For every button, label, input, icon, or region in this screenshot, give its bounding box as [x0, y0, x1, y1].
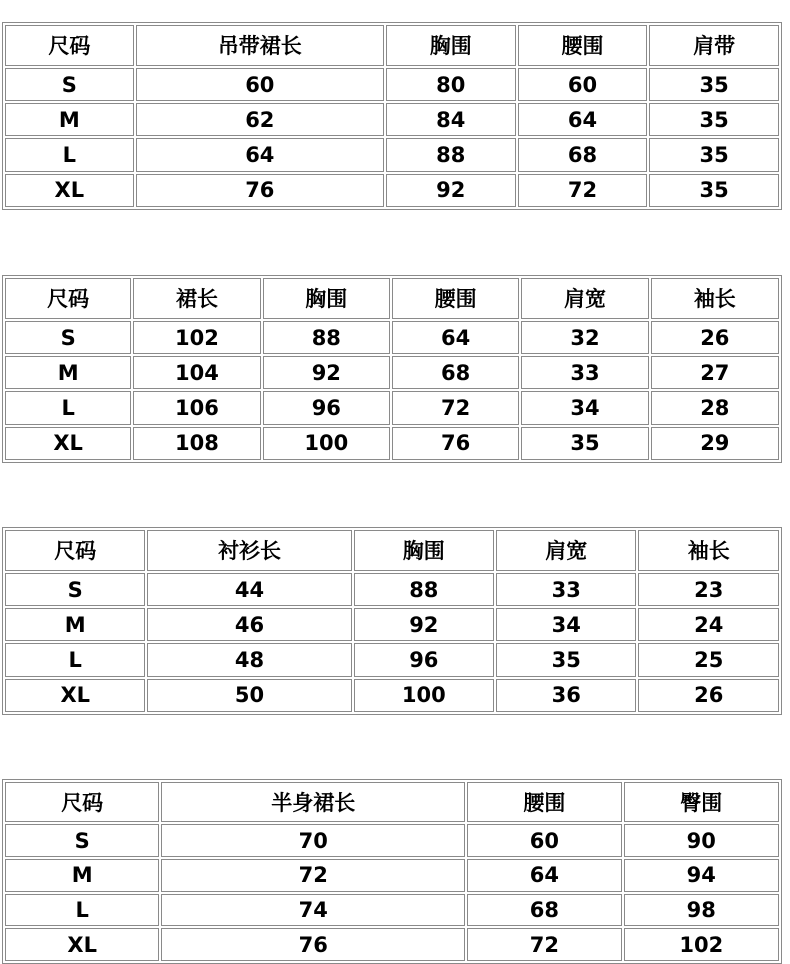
value-cell: 102	[133, 321, 260, 354]
header-cell: 肩宽	[521, 278, 648, 319]
size-table-shirt	[2, 527, 782, 715]
value-cell: 64	[467, 859, 621, 892]
value-cell: 74	[161, 894, 465, 927]
table-row	[5, 928, 779, 961]
value-cell: 100	[354, 679, 494, 712]
header-cell: 肩带	[649, 25, 779, 66]
value-cell: 23	[638, 573, 779, 606]
table-row	[5, 321, 779, 354]
value-cell: 72	[467, 928, 621, 961]
value-cell: 35	[649, 68, 779, 101]
value-cell: 88	[386, 138, 516, 171]
value-cell: 98	[624, 894, 779, 927]
value-cell: 102	[624, 928, 779, 961]
header-cell: 腰围	[518, 25, 648, 66]
header-cell: 尺码	[5, 278, 131, 319]
value-cell: 68	[392, 356, 519, 389]
value-cell: 25	[638, 643, 779, 676]
table-row	[5, 894, 779, 927]
value-cell: 106	[133, 391, 260, 424]
table-row	[5, 608, 779, 641]
value-cell: 35	[649, 138, 779, 171]
header-cell: 袖长	[638, 530, 779, 571]
value-cell: 26	[638, 679, 779, 712]
table-row	[5, 824, 779, 857]
value-cell: 64	[518, 103, 648, 136]
value-cell: 72	[518, 174, 648, 207]
value-cell: 36	[496, 679, 636, 712]
size-cell: S	[5, 824, 159, 857]
table-header-row	[5, 278, 779, 319]
table-row	[5, 427, 779, 460]
value-cell: 44	[147, 573, 351, 606]
value-cell: 92	[263, 356, 390, 389]
header-cell: 胸围	[263, 278, 390, 319]
header-cell: 吊带裙长	[136, 25, 384, 66]
size-cell: XL	[5, 174, 134, 207]
size-cell: L	[5, 391, 131, 424]
value-cell: 96	[263, 391, 390, 424]
header-cell: 尺码	[5, 530, 145, 571]
value-cell: 84	[386, 103, 516, 136]
header-cell: 尺码	[5, 25, 134, 66]
value-cell: 28	[651, 391, 779, 424]
size-cell: L	[5, 894, 159, 927]
table-header-row	[5, 530, 779, 571]
table-row	[5, 356, 779, 389]
header-cell: 胸围	[386, 25, 516, 66]
value-cell: 60	[518, 68, 648, 101]
value-cell: 68	[467, 894, 621, 927]
value-cell: 35	[496, 643, 636, 676]
header-cell: 胸围	[354, 530, 494, 571]
value-cell: 88	[263, 321, 390, 354]
header-cell: 肩宽	[496, 530, 636, 571]
value-cell: 96	[354, 643, 494, 676]
value-cell: 94	[624, 859, 779, 892]
value-cell: 60	[467, 824, 621, 857]
table-row	[5, 643, 779, 676]
value-cell: 90	[624, 824, 779, 857]
value-cell: 62	[136, 103, 384, 136]
size-cell: M	[5, 356, 131, 389]
value-cell: 64	[136, 138, 384, 171]
value-cell: 60	[136, 68, 384, 101]
value-cell: 50	[147, 679, 351, 712]
value-cell: 29	[651, 427, 779, 460]
value-cell: 33	[496, 573, 636, 606]
header-cell: 袖长	[651, 278, 779, 319]
table-row	[5, 103, 779, 136]
size-cell: L	[5, 643, 145, 676]
header-cell: 腰围	[467, 782, 621, 822]
value-cell: 68	[518, 138, 648, 171]
value-cell: 34	[521, 391, 648, 424]
size-table-dress	[2, 275, 782, 463]
header-cell: 腰围	[392, 278, 519, 319]
size-table-slip-dress	[2, 22, 782, 210]
table-row	[5, 138, 779, 171]
value-cell: 35	[649, 103, 779, 136]
value-cell: 46	[147, 608, 351, 641]
value-cell: 104	[133, 356, 260, 389]
header-cell: 半身裙长	[161, 782, 465, 822]
header-cell: 臀围	[624, 782, 779, 822]
size-cell: S	[5, 321, 131, 354]
value-cell: 80	[386, 68, 516, 101]
value-cell: 72	[392, 391, 519, 424]
value-cell: 26	[651, 321, 779, 354]
size-cell: S	[5, 573, 145, 606]
value-cell: 76	[392, 427, 519, 460]
size-cell: M	[5, 103, 134, 136]
value-cell: 33	[521, 356, 648, 389]
value-cell: 72	[161, 859, 465, 892]
value-cell: 76	[161, 928, 465, 961]
value-cell: 70	[161, 824, 465, 857]
size-table-skirt	[2, 779, 782, 964]
table-row	[5, 573, 779, 606]
table-row	[5, 859, 779, 892]
value-cell: 32	[521, 321, 648, 354]
value-cell: 48	[147, 643, 351, 676]
size-cell: M	[5, 608, 145, 641]
table-row	[5, 679, 779, 712]
size-cell: M	[5, 859, 159, 892]
value-cell: 27	[651, 356, 779, 389]
value-cell: 92	[354, 608, 494, 641]
value-cell: 92	[386, 174, 516, 207]
value-cell: 108	[133, 427, 260, 460]
value-cell: 24	[638, 608, 779, 641]
table-row	[5, 68, 779, 101]
value-cell: 88	[354, 573, 494, 606]
header-cell: 尺码	[5, 782, 159, 822]
value-cell: 76	[136, 174, 384, 207]
size-cell: XL	[5, 427, 131, 460]
value-cell: 34	[496, 608, 636, 641]
size-cell: XL	[5, 679, 145, 712]
size-cell: S	[5, 68, 134, 101]
size-cell: L	[5, 138, 134, 171]
table-row	[5, 174, 779, 207]
size-cell: XL	[5, 928, 159, 961]
table-row	[5, 391, 779, 424]
header-cell: 裙长	[133, 278, 260, 319]
header-cell: 衬衫长	[147, 530, 351, 571]
value-cell: 100	[263, 427, 390, 460]
value-cell: 35	[649, 174, 779, 207]
table-header-row	[5, 25, 779, 66]
table-header-row	[5, 782, 779, 822]
value-cell: 64	[392, 321, 519, 354]
value-cell: 35	[521, 427, 648, 460]
